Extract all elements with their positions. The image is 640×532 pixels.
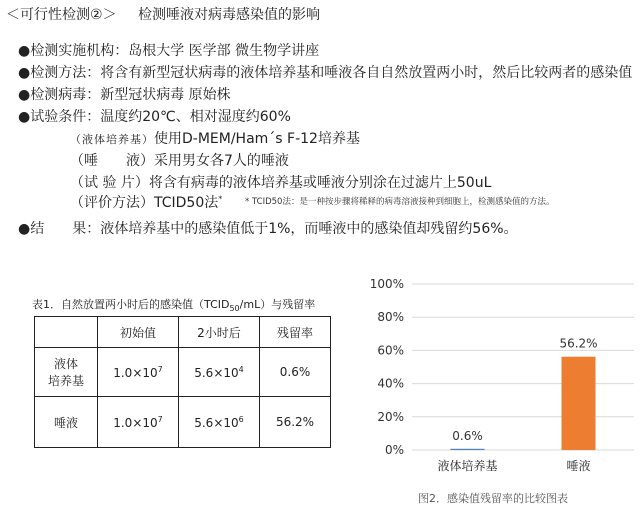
header-cell-after: 2小时后 [179, 317, 260, 348]
figure-caption: 图2．感染值残留率的比较图表 [418, 492, 568, 505]
after-value-cell [179, 397, 260, 448]
initial-exp: 7 [157, 414, 163, 424]
after-base: 5.6×10 [194, 415, 239, 430]
y-tick-label: 100% [369, 277, 404, 291]
result-line [18, 218, 518, 238]
row-name-cell [35, 348, 98, 397]
bullet-mark: ● [18, 221, 31, 237]
row-name-cell [35, 397, 98, 448]
footnote: * TCID50法：是一种按步骤将稀释的病毒溶液接种到细胞上，检测感染值的方法。 [245, 197, 555, 207]
header-cell-initial: 初始值 [98, 317, 179, 348]
initial-value-cell [98, 397, 179, 448]
initial-value-cell [98, 348, 179, 397]
bullet-mark: ● [18, 87, 31, 103]
table-caption-post: /mL）与残留率 [239, 298, 316, 311]
bullet-institution [18, 40, 319, 60]
table-caption [32, 296, 315, 313]
initial-base: 1.0×10 [113, 365, 158, 380]
condition-text: 将含有病毒的液体培养基或唾液分别涂在过滤片上50uL [148, 175, 492, 191]
condition-tag: （评价方法） [70, 195, 154, 211]
condition-test-piece [70, 172, 491, 192]
bullet-text: 岛根大学 医学部 微生物学讲座 [128, 43, 320, 59]
bullet-mark: ● [18, 109, 31, 125]
table-row [35, 397, 331, 448]
header-cell-empty [35, 317, 98, 348]
condition-tag: （唾 液） [70, 153, 154, 169]
bullet-label: 检测病毒： [30, 87, 101, 103]
bullet-label: 检测实施机构： [30, 43, 129, 59]
table-header-row [35, 317, 331, 348]
after-value-cell [179, 348, 260, 397]
condition-evaluation [70, 192, 222, 212]
y-tick-label: 80% [377, 310, 404, 325]
table-caption-pre: 表1．自然放置两小时后的感染值（TCID [32, 298, 230, 311]
row-name-line1: 唾液 [53, 415, 78, 430]
data-label: 56.2% [559, 336, 598, 351]
after-exp: 4 [238, 364, 244, 374]
condition-tag: （试 验 片） [70, 175, 149, 191]
after-exp: 6 [238, 414, 244, 424]
bullet-label: 试验条件： [30, 109, 101, 125]
bar [562, 357, 596, 450]
bullet-mark: ● [18, 65, 31, 81]
condition-saliva [70, 150, 289, 170]
bullet-mark: ● [18, 43, 31, 59]
bullet-text: 将含有新型冠状病毒的液体培养基和唾液各自自然放置两小时，然后比较两者的感染值 [100, 65, 633, 81]
y-tick-label: 0% [384, 443, 404, 457]
data-label: 0.6% [452, 428, 483, 443]
result-label: 结 果： [30, 221, 101, 237]
table-caption-sub: 50 [229, 304, 240, 314]
bar [451, 449, 485, 450]
section-label: ＜可行性检测②＞ [6, 7, 117, 23]
y-tick-label: 60% [377, 343, 404, 358]
y-tick-label: 20% [377, 409, 404, 424]
row-name-line2: 培养基 [47, 374, 84, 388]
footnote-star: * [218, 194, 223, 204]
bullet-text: 新型冠状病毒 原始株 [100, 87, 231, 103]
bullet-label: 检测方法： [30, 65, 101, 81]
condition-text: TCID50法 [154, 195, 219, 211]
rate-cell: 0.6% [260, 348, 331, 397]
y-tick-label: 40% [377, 376, 404, 391]
bullet-conditions [18, 106, 291, 126]
row-name-line1: 液体 [53, 357, 78, 371]
after-base: 5.6×10 [194, 365, 239, 380]
residual-rate-chart [350, 270, 640, 484]
x-tick-label: 唾液 [566, 459, 591, 473]
table-row [35, 348, 331, 397]
condition-tag: （液体培养基） [70, 133, 154, 146]
result-text: 液体培养基中的感染值低于1%，而唾液中的感染值却残留约56%。 [100, 221, 518, 237]
bullet-virus [18, 84, 231, 104]
condition-text: 使用D-MEM/Ham´s F-12培养基 [154, 131, 360, 147]
header-cell-rate: 残留率 [260, 317, 331, 348]
condition-text: 采用男女各7人的唾液 [154, 153, 289, 169]
bullet-method [18, 62, 632, 82]
initial-exp: 7 [157, 364, 163, 374]
infection-table [34, 316, 331, 448]
initial-base: 1.0×10 [113, 415, 158, 430]
page-title: 检测唾液对病毒感染值的影响 [138, 7, 320, 23]
x-tick-label: 液体培养基 [437, 459, 498, 473]
bullet-text: 温度约20℃、相对湿度约60% [100, 109, 291, 125]
condition-medium [70, 128, 360, 148]
rate-cell: 56.2% [260, 397, 331, 448]
